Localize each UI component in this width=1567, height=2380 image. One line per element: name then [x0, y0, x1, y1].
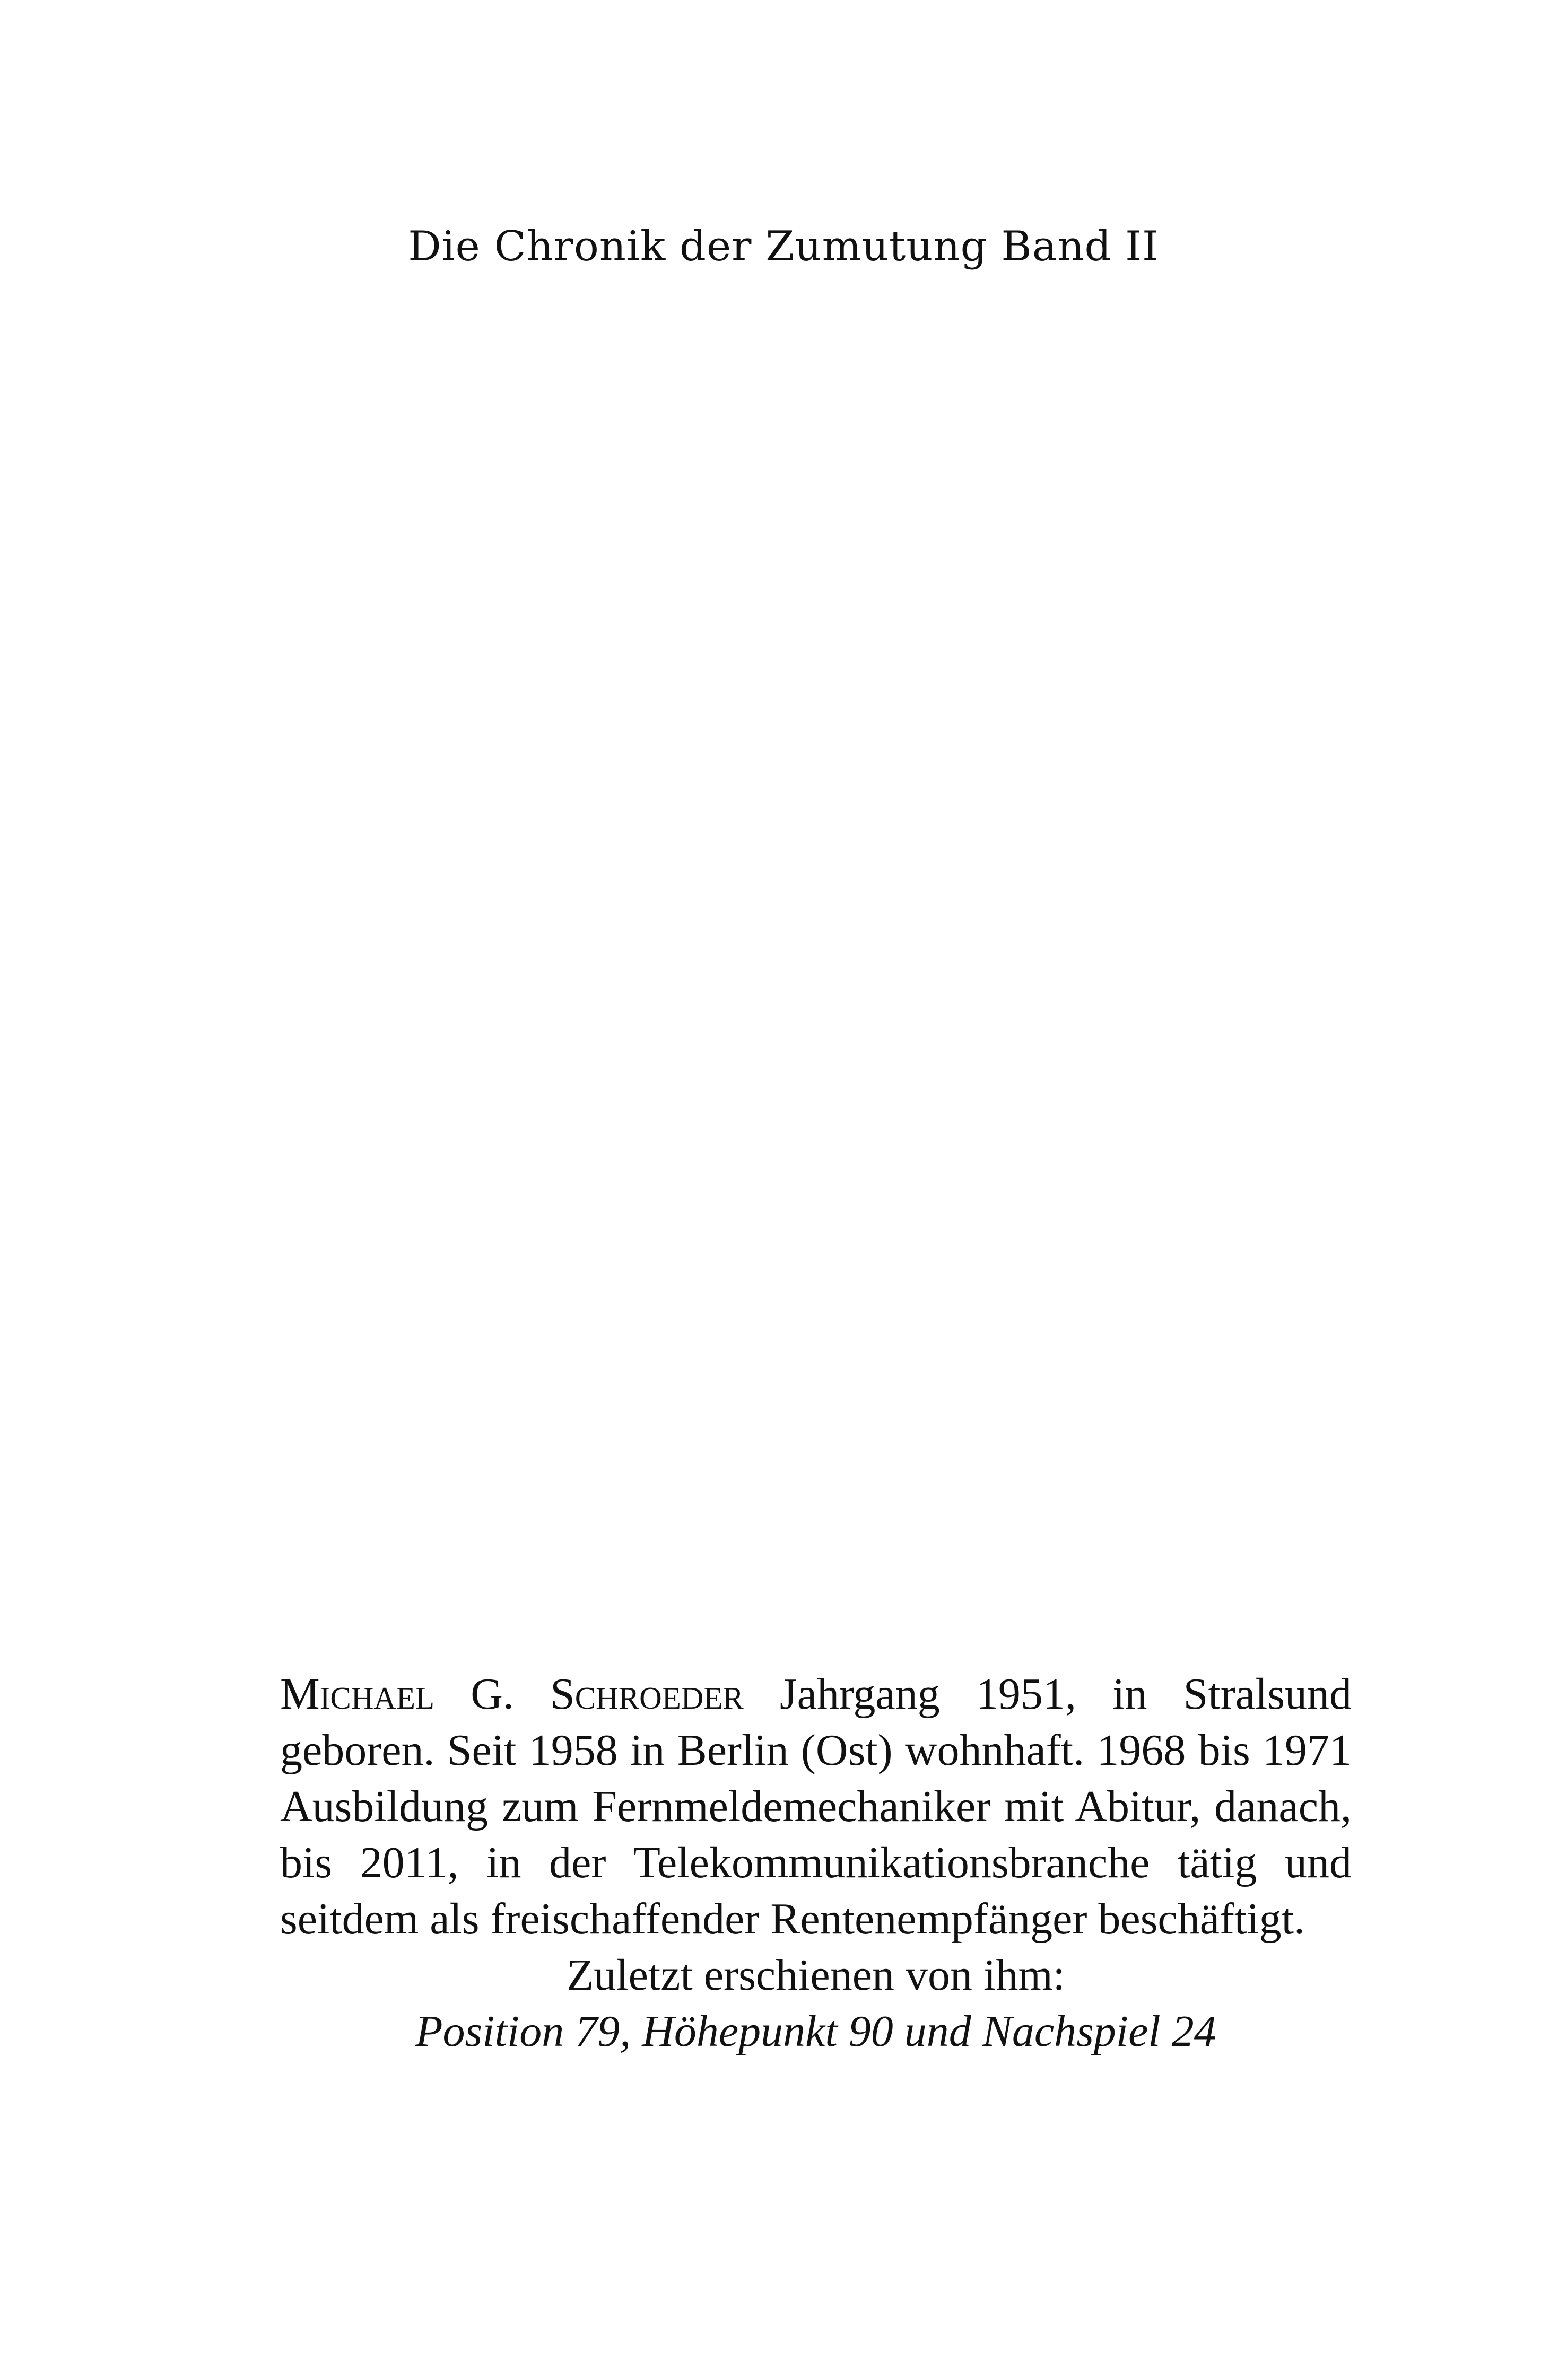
bio-text: Jahrgang 1951, in Stralsund geboren. Seit 1958 in Berlin (Ost) wohnhaft. 1968 bis 1971 Ausbildung zum Fernmeldemechaniker mit Abitur, danach, bis 2011, in der Telekommunikationsbranche tätig und seitdem als freischaffender Rentenempfänger beschäftigt. — [280, 1669, 1352, 1944]
recent-publications-titles: Position 79, Höhepunkt 90 und Nachspiel 24 — [415, 2007, 1216, 2056]
bio-paragraph — [280, 1666, 1352, 1947]
author-bio — [280, 1666, 1352, 2060]
recent-publications-label: Zuletzt erschienen von ihm: — [566, 1950, 1066, 2000]
page-title: Die Chronik der Zumutung Band II — [408, 223, 1159, 270]
author-name: Michael G. Schroeder — [280, 1669, 744, 1719]
